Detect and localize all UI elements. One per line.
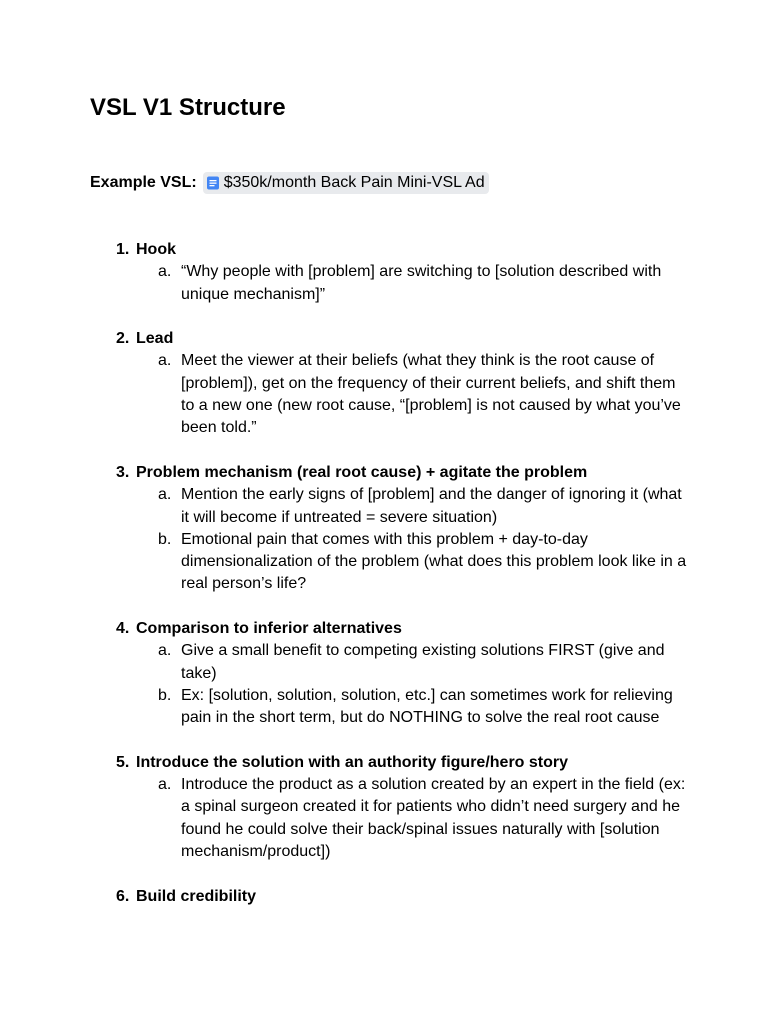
list-item [90, 640, 690, 685]
step-title: Hook [136, 241, 176, 258]
list-item [90, 685, 690, 730]
document-title: VSL V1 Structure [90, 94, 286, 121]
step-number: 3. [116, 463, 130, 481]
step-problem-mechanism [90, 462, 690, 596]
list-item-letter: b. [158, 530, 172, 548]
example-doc-link-chip[interactable] [203, 172, 489, 194]
step-title: Introduce the solution with an authority figure/hero story [136, 753, 569, 771]
list-item-letter: b. [158, 686, 172, 704]
list-item [90, 350, 690, 439]
list-item-text: Give a small benefit to competing existing solutions FIRST (give and take) [181, 642, 665, 682]
list-item [90, 484, 690, 529]
list-item-letter: a. [158, 776, 172, 794]
example-label: Example VSL: [90, 174, 197, 191]
step-hook [90, 239, 690, 306]
list-item-text: “Why people with [problem] are switching to [solution described with unique mechanism]” [181, 263, 662, 303]
list-item-text: Meet the viewer at their beliefs (what they think is the root cause of [problem]), get on the frequency of their current beliefs, and shift them to a new one (new root cause, “[problem] is not caused by what you’ve been told.” [181, 352, 681, 437]
step-title: Build credibility [136, 887, 257, 905]
step-build-credibility [90, 886, 690, 908]
step-number: 2. [116, 330, 130, 348]
list-item [90, 529, 690, 596]
list-item [90, 261, 690, 306]
list-item-letter: a. [158, 642, 172, 660]
step-title: Comparison to inferior alternatives [136, 620, 402, 638]
example-doc-link-text[interactable]: $350k/month Back Pain Mini-VSL Ad [223, 174, 485, 191]
step-number: 4. [116, 620, 130, 638]
example-row [90, 171, 489, 195]
list-item [90, 774, 690, 863]
step-title: Lead [136, 330, 174, 348]
step-number: 5. [116, 753, 130, 771]
list-item-letter: a. [158, 263, 172, 281]
list-item-text: Emotional pain that comes with this problem + day-to-day dimensionalization of the problem (what does this problem look like in a real person’s life? [181, 530, 687, 593]
steps-list [90, 239, 690, 930]
list-item-text: Mention the early signs of [problem] and the danger of ignoring it (what it will become if untreated = severe situation) [181, 486, 682, 526]
google-docs-icon [206, 176, 220, 190]
step-lead [90, 328, 690, 439]
list-item-text: Ex: [solution, solution, solution, etc.] can sometimes work for relieving pain in the short term, but do NOTHING to solve the real root cause [181, 686, 673, 727]
list-item-letter: a. [158, 352, 172, 370]
step-introduce-solution [90, 752, 690, 863]
list-item-letter: a. [158, 486, 172, 504]
step-title: Problem mechanism (real root cause) + agitate the problem [136, 463, 588, 481]
step-number: 1. [116, 241, 130, 258]
step-comparison [90, 618, 690, 729]
list-item-text: Introduce the product as a solution created by an expert in the field (ex: a spinal surgeon created it for patients who didn’t need surgery and he found he could solve their back/spinal issues naturally with [solution mechanism/product]) [181, 776, 686, 861]
step-number: 6. [116, 887, 130, 905]
